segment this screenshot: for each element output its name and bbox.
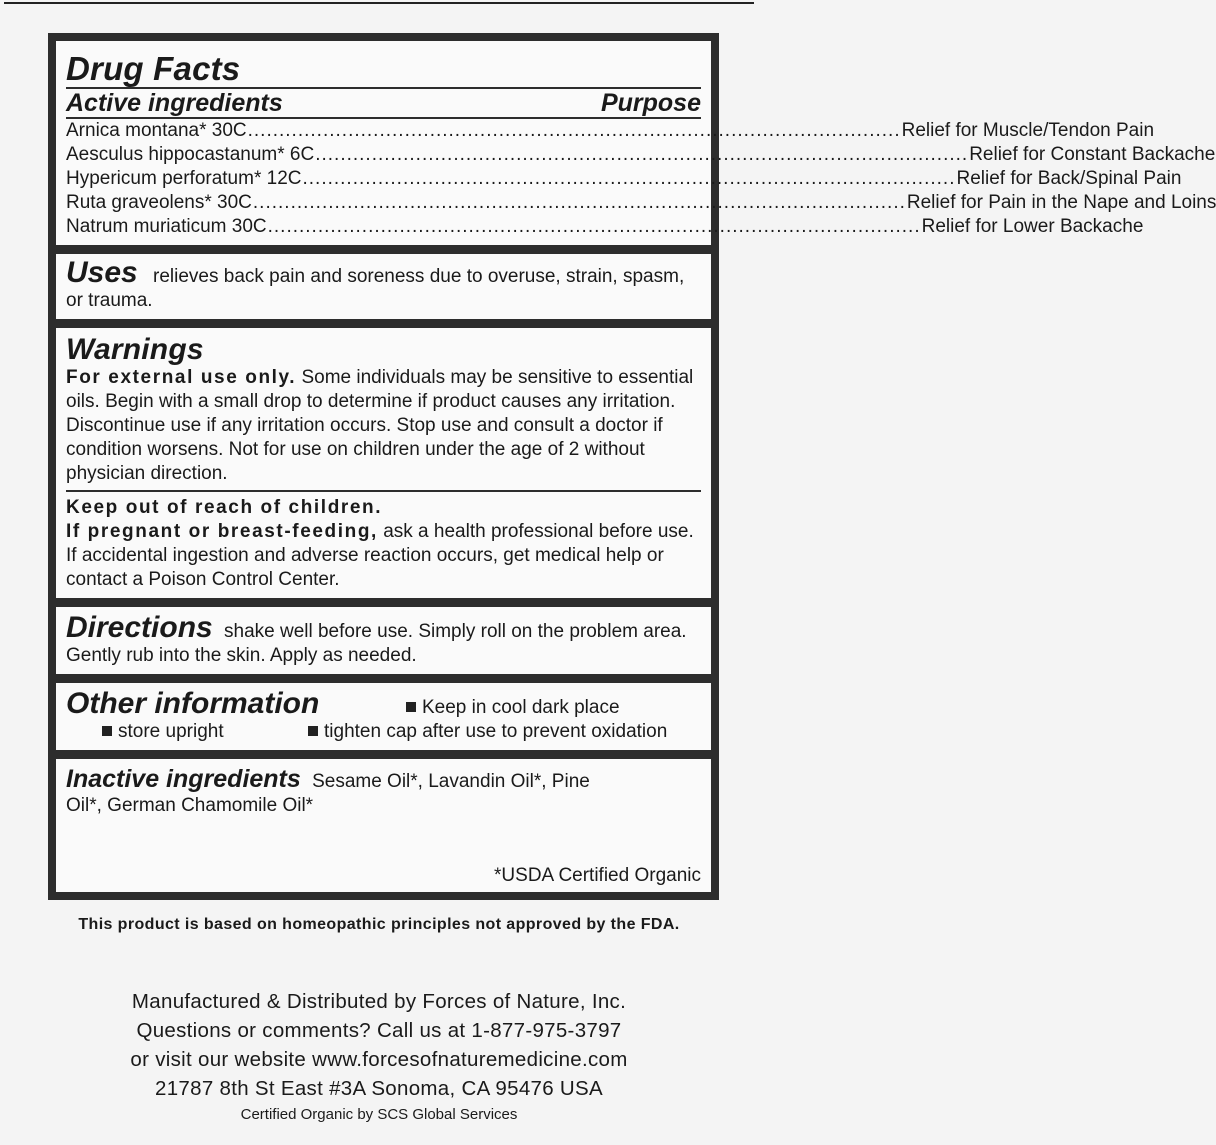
ingredient-name: Natrum muriaticum 30C — [66, 216, 267, 237]
ingredient-row — [66, 119, 1155, 143]
leader-dots: ........................................................................................................ — [247, 120, 901, 141]
other-information-heading: Other information — [66, 687, 320, 720]
section-divider — [56, 245, 711, 254]
warnings-heading: Warnings — [66, 333, 204, 366]
other-item-text: store upright — [118, 721, 224, 742]
other-item — [102, 720, 308, 744]
contact-phone-line: Questions or comments? Call us at 1-877-975-3797 — [136, 1019, 622, 1042]
top-border-line — [4, 2, 754, 4]
inactive-ingredients-text: Sesame Oil*, Lavandin Oil*, Pine Oil*, German Chamomile Oil* — [66, 771, 590, 816]
uses-section — [56, 254, 711, 319]
ingredient-purpose: Relief for Muscle/Tendon Pain — [901, 120, 1155, 141]
ingredient-purpose: Relief for Pain in the Nape and Loins — [906, 192, 1216, 213]
section-divider — [56, 598, 711, 607]
certification-note: Certified Organic by SCS Global Services — [240, 1106, 518, 1123]
address-line: 21787 8th St East #3A Sonoma, CA 95476 USA — [155, 1077, 603, 1100]
pregnant-text: ask a health professional before use. If accidental ingestion and adverse reaction occurs, get medical help or contact a Poison Control Center. — [66, 521, 694, 590]
section-divider — [56, 319, 711, 328]
external-use-bold: For external use only. — [66, 367, 297, 388]
ingredient-purpose: Relief for Lower Backache — [921, 216, 1144, 237]
keep-out-of-reach: Keep out of reach of children. — [66, 497, 383, 518]
uses-text: relieves back pain and soreness due to overuse, strain, spasm, or trauma. — [66, 266, 685, 311]
inactive-ingredients-heading: Inactive ingredients — [66, 765, 301, 793]
active-ingredients-heading: Active ingredients — [66, 89, 283, 117]
manufacturer-info — [0, 987, 758, 1103]
leader-dots: ........................................................................................................ — [302, 168, 956, 189]
ingredient-purpose: Relief for Back/Spinal Pain — [956, 168, 1182, 189]
drug-facts-title: Drug Facts — [66, 50, 241, 87]
square-bullet-icon — [406, 702, 416, 712]
active-header-row — [66, 89, 701, 117]
other-item-text: tighten cap after use to prevent oxidation — [324, 721, 668, 742]
purpose-heading: Purpose — [600, 89, 701, 117]
square-bullet-icon — [102, 726, 112, 736]
warnings-section — [56, 328, 711, 598]
ingredient-row — [66, 167, 1182, 191]
ingredient-name: Hypericum perforatum* 12C — [66, 168, 302, 189]
manufacturer-line: Manufactured & Distributed by Forces of Nature, Inc. — [131, 990, 627, 1013]
fda-disclaimer: This product is based on homeopathic principles not approved by the FDA. — [78, 916, 680, 933]
leader-dots: ........................................................................................................ — [252, 192, 906, 213]
ingredient-name: Ruta graveolens* 30C — [66, 192, 252, 213]
directions-section — [56, 607, 711, 674]
directions-heading: Directions — [66, 611, 213, 644]
ingredient-row — [66, 191, 1216, 215]
pregnant-bold: If pregnant or breast-feeding, — [66, 521, 378, 542]
pregnant-paragraph — [66, 520, 701, 592]
section-divider — [56, 674, 711, 683]
ingredient-row — [66, 215, 1144, 239]
ingredient-list — [66, 119, 1216, 239]
website-line: or visit our website www.forcesofnaturemedicine.com — [130, 1048, 628, 1071]
directions-text: shake well before use. Simply roll on the problem area. Gently rub into the skin. Apply as needed. — [66, 621, 687, 666]
ingredient-name: Arnica montana* 30C — [66, 120, 247, 141]
uses-heading: Uses — [66, 256, 138, 289]
ingredient-row — [66, 143, 1216, 167]
external-use-text: Some individuals may be sensitive to essential oils. Begin with a small drop to determine if product causes any irritation. Discontinue use if any irritation occurs. Stop use and consult a doctor if condition worsens. Not for use on children under the age of 2 without physician direction. — [66, 367, 694, 484]
other-item — [308, 720, 667, 744]
active-ingredients-section — [56, 41, 1216, 245]
ingredient-purpose: Relief for Constant Backache — [969, 144, 1216, 165]
ingredient-name: Aesculus hippocastanum* 6C — [66, 144, 315, 165]
section-divider — [56, 750, 711, 759]
external-use-paragraph — [66, 366, 701, 486]
other-item-text: Keep in cool dark place — [422, 697, 620, 718]
square-bullet-icon — [308, 726, 318, 736]
other-item — [406, 696, 620, 720]
other-information-section — [56, 683, 711, 750]
inactive-ingredients-section — [56, 759, 711, 892]
leader-dots: ........................................................................................................ — [267, 216, 921, 237]
organic-footnote: *USDA Certified Organic — [494, 865, 701, 886]
warnings-divider — [66, 490, 701, 492]
drug-facts-panel — [48, 33, 1216, 900]
leader-dots: ........................................................................................................ — [315, 144, 969, 165]
